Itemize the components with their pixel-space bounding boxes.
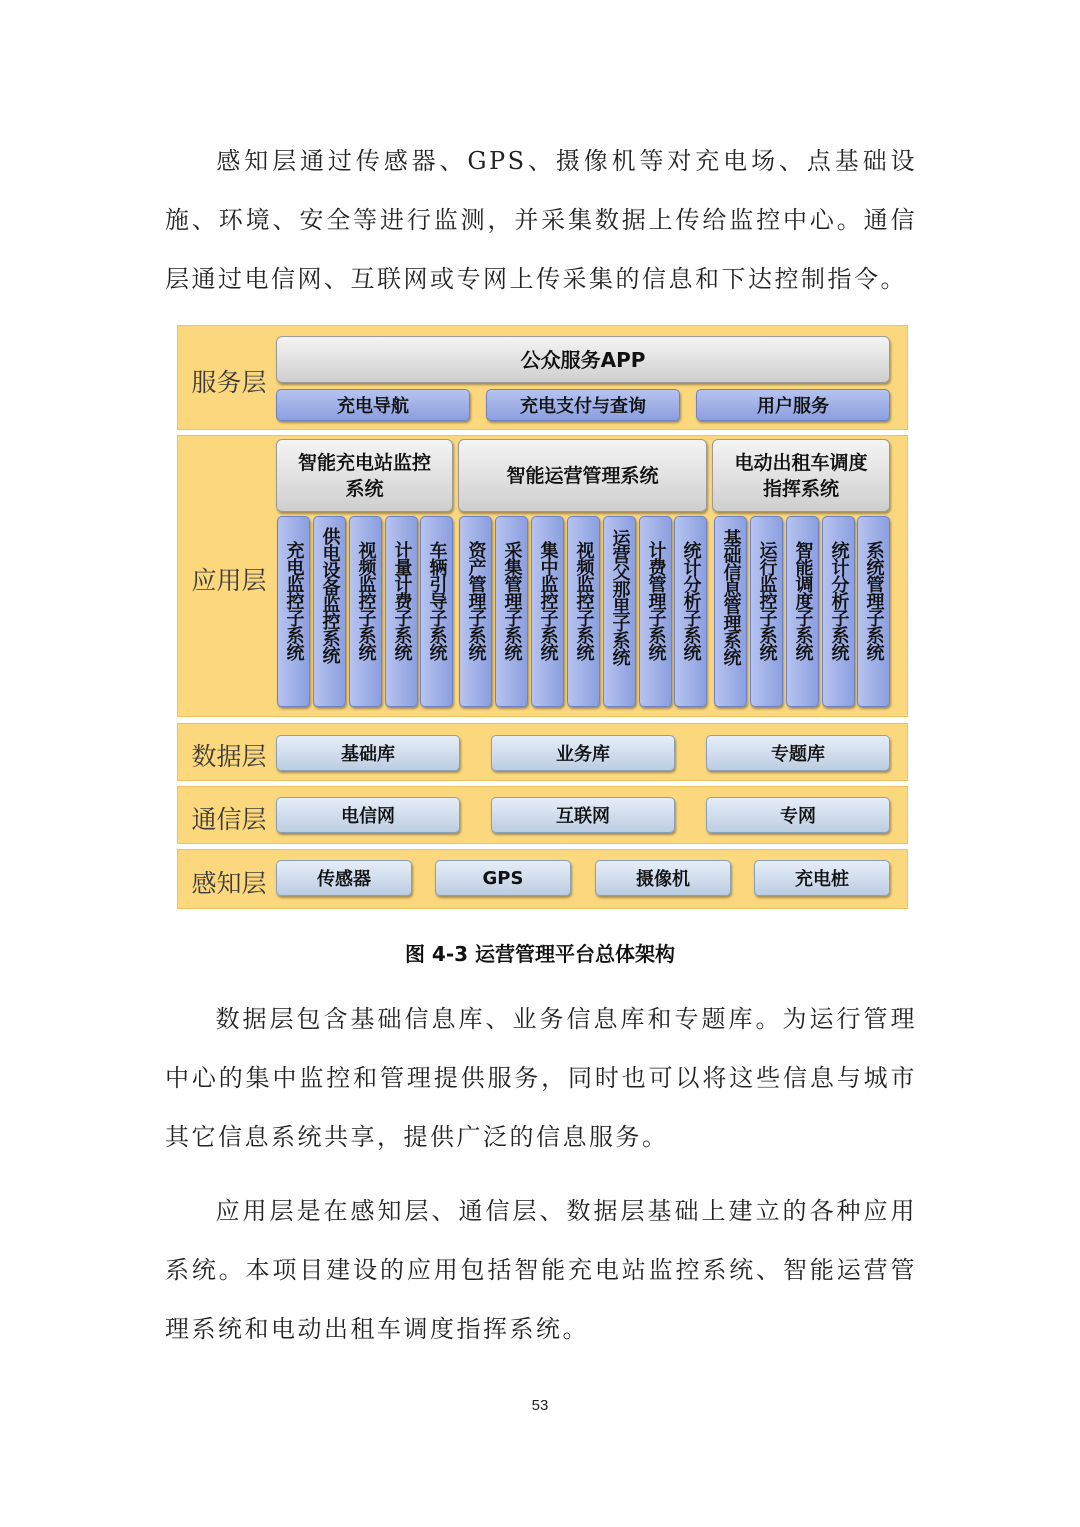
subsystem-charging-monitor: 充电监控子系统 [277,516,310,707]
perception-item-sensor: 传感器 [276,860,412,896]
data-item-business-library: 业务库 [491,735,675,771]
perception-item-charging-pile: 充电桩 [754,860,890,896]
taxi-dispatch-system: 电动出租车调度指挥系统 [712,439,890,512]
perception-item-gps: GPS [435,860,571,896]
subsystem-system-management: 系统管理子系统 [857,516,890,707]
paragraph-data-layer: 数据层包含基础信息库、业务信息库和专题库。为运行管理中心的集中监控和管理提供服务，同时也可以将这些信息与城市其它信息系统共享，提供广泛的信息服务。 [165,1005,917,1151]
charging-station-monitoring-system: 智能充电站监控系统 [276,439,453,512]
subsystem-operation-monitor: 运行监控子系统 [750,516,783,707]
operation-management-system: 智能运营管理系统 [458,439,707,512]
subsystem-power-supply-monitor: 供电设备监控系统 [313,516,346,707]
perception-item-camera: 摄像机 [595,860,731,896]
comm-item-internet: 互联网 [491,797,675,833]
architecture-diagram [177,325,908,910]
subsystem-centralized-monitor: 集中监控子系统 [531,516,564,707]
subsystem-statistics-analysis-a: 统计分析子系统 [674,516,707,707]
comm-item-private-net: 专网 [706,797,890,833]
paragraph-perception-comm: 感知层通过传感器、GPS、摄像机等对充电场、点基础设施、环境、安全等进行监测，并采集数据上传给监控中心。通信层通过电信网、互联网或专网上传采集的信息和下达控制指令。 [165,147,917,293]
subsystem-collection-management: 采集管理子系统 [495,516,528,707]
paragraph-application-layer: 应用层是在感知层、通信层、数据层基础上建立的各种应用系统。本项目建设的应用包括智能充电站监控系统、智能运营管理系统和电动出租车调度指挥系统。 [165,1197,917,1343]
comm-layer-label: 通信层 [191,805,267,834]
comm-item-telecom: 电信网 [276,797,460,833]
subsystem-intelligent-dispatch: 智能调度子系统 [786,516,819,707]
service-layer-label: 服务层 [191,368,267,397]
application-layer-label: 应用层 [191,566,267,595]
subsystem-metering-billing: 计量计费子系统 [385,516,418,707]
subsystem-vehicle-guidance: 车辆引导子系统 [420,516,453,707]
service-item-charging-nav: 充电导航 [276,389,470,421]
data-layer-label: 数据层 [191,742,267,771]
data-item-topic-library: 专题库 [706,735,890,771]
service-item-user-service: 用户服务 [696,389,890,421]
public-app-box: 公众服务APP [276,336,890,383]
perception-layer-label: 感知层 [191,869,267,898]
subsystem-statistics-analysis-b: 统计分析子系统 [822,516,855,707]
subsystem-video-monitor-b: 视频监控子系统 [567,516,600,707]
subsystem-video-monitor-a: 视频监控子系统 [349,516,382,707]
figure-caption: 图 4-3 运营管理平台总体架构 [404,942,676,966]
subsystem-billing-management: 计费管理子系统 [639,516,672,707]
subsystem-operations: 运营父那里子系统 [603,516,636,707]
service-item-payment-query: 充电支付与查询 [486,389,680,421]
page-number: 53 [531,1397,549,1414]
subsystem-asset-management: 资产管理子系统 [459,516,492,707]
subsystem-basic-info-management: 基础信息管理系统 [714,516,747,707]
data-item-base-library: 基础库 [276,735,460,771]
